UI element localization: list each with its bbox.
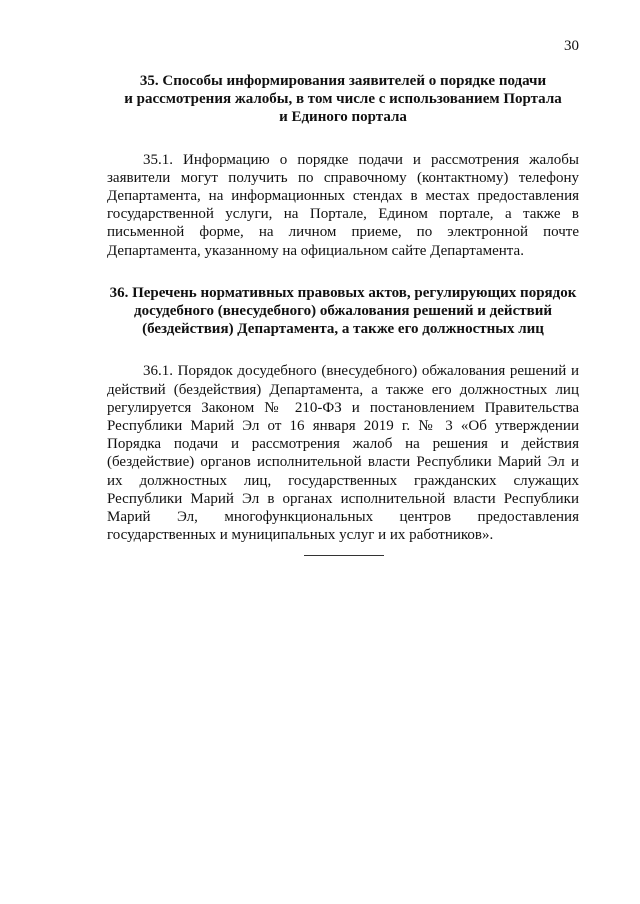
section-35-heading: [107, 72, 579, 127]
section-35-heading-line: 35. Способы информирования заявителей о порядке подачи: [139, 73, 547, 89]
paragraph-35-1: 35.1. Информацию о порядке подачи и рассмотрения жалобы заявители могут получить по справочному (контактному) телефону Департамента, на информационных стендах в местах предоставления государственной услуги, на Портале, Едином портале, а также в письменной форме, на личном приеме, по электронной почте Департамента, указанному на официальном сайте Департамента.: [107, 151, 579, 259]
end-divider: [304, 555, 384, 556]
section-36-heading-line: (бездействия) Департамента, а также его должностных лиц: [142, 321, 544, 338]
page-number: 30: [564, 38, 579, 54]
paragraph-36-1: 36.1. Порядок досудебного (внесудебного) обжалования решений и действий (бездействия) Департамента, а также его должностных лиц регулируется Законом № 210-ФЗ и постановлением Правительства Республики Марий Эл от 16 января 2019 г. № 3 «Об утверждении Порядка подачи и рассмотрения жалоб на решения и действия (бездействие) органов исполнительной власти Республики Марий Эл и их должностных лиц, государственных гражданских служащих Республики Марий Эл в органах исполнительной власти Республики Марий Эл, многофункциональных центров предоставления государственных и муниципальных услуг и их работников».: [107, 363, 579, 544]
section-35-heading-line: и рассмотрения жалобы, в том числе с использованием Портала: [124, 91, 562, 108]
document-body: [107, 72, 579, 544]
section-36-heading: [107, 284, 579, 339]
section-35-heading-line: и Единого портала: [279, 109, 407, 126]
section-36-heading-line: 36. Перечень нормативных правовых актов, регулирующих порядок: [109, 284, 577, 301]
section-36-heading-line: досудебного (внесудебного) обжалования решений и действий: [134, 303, 552, 320]
